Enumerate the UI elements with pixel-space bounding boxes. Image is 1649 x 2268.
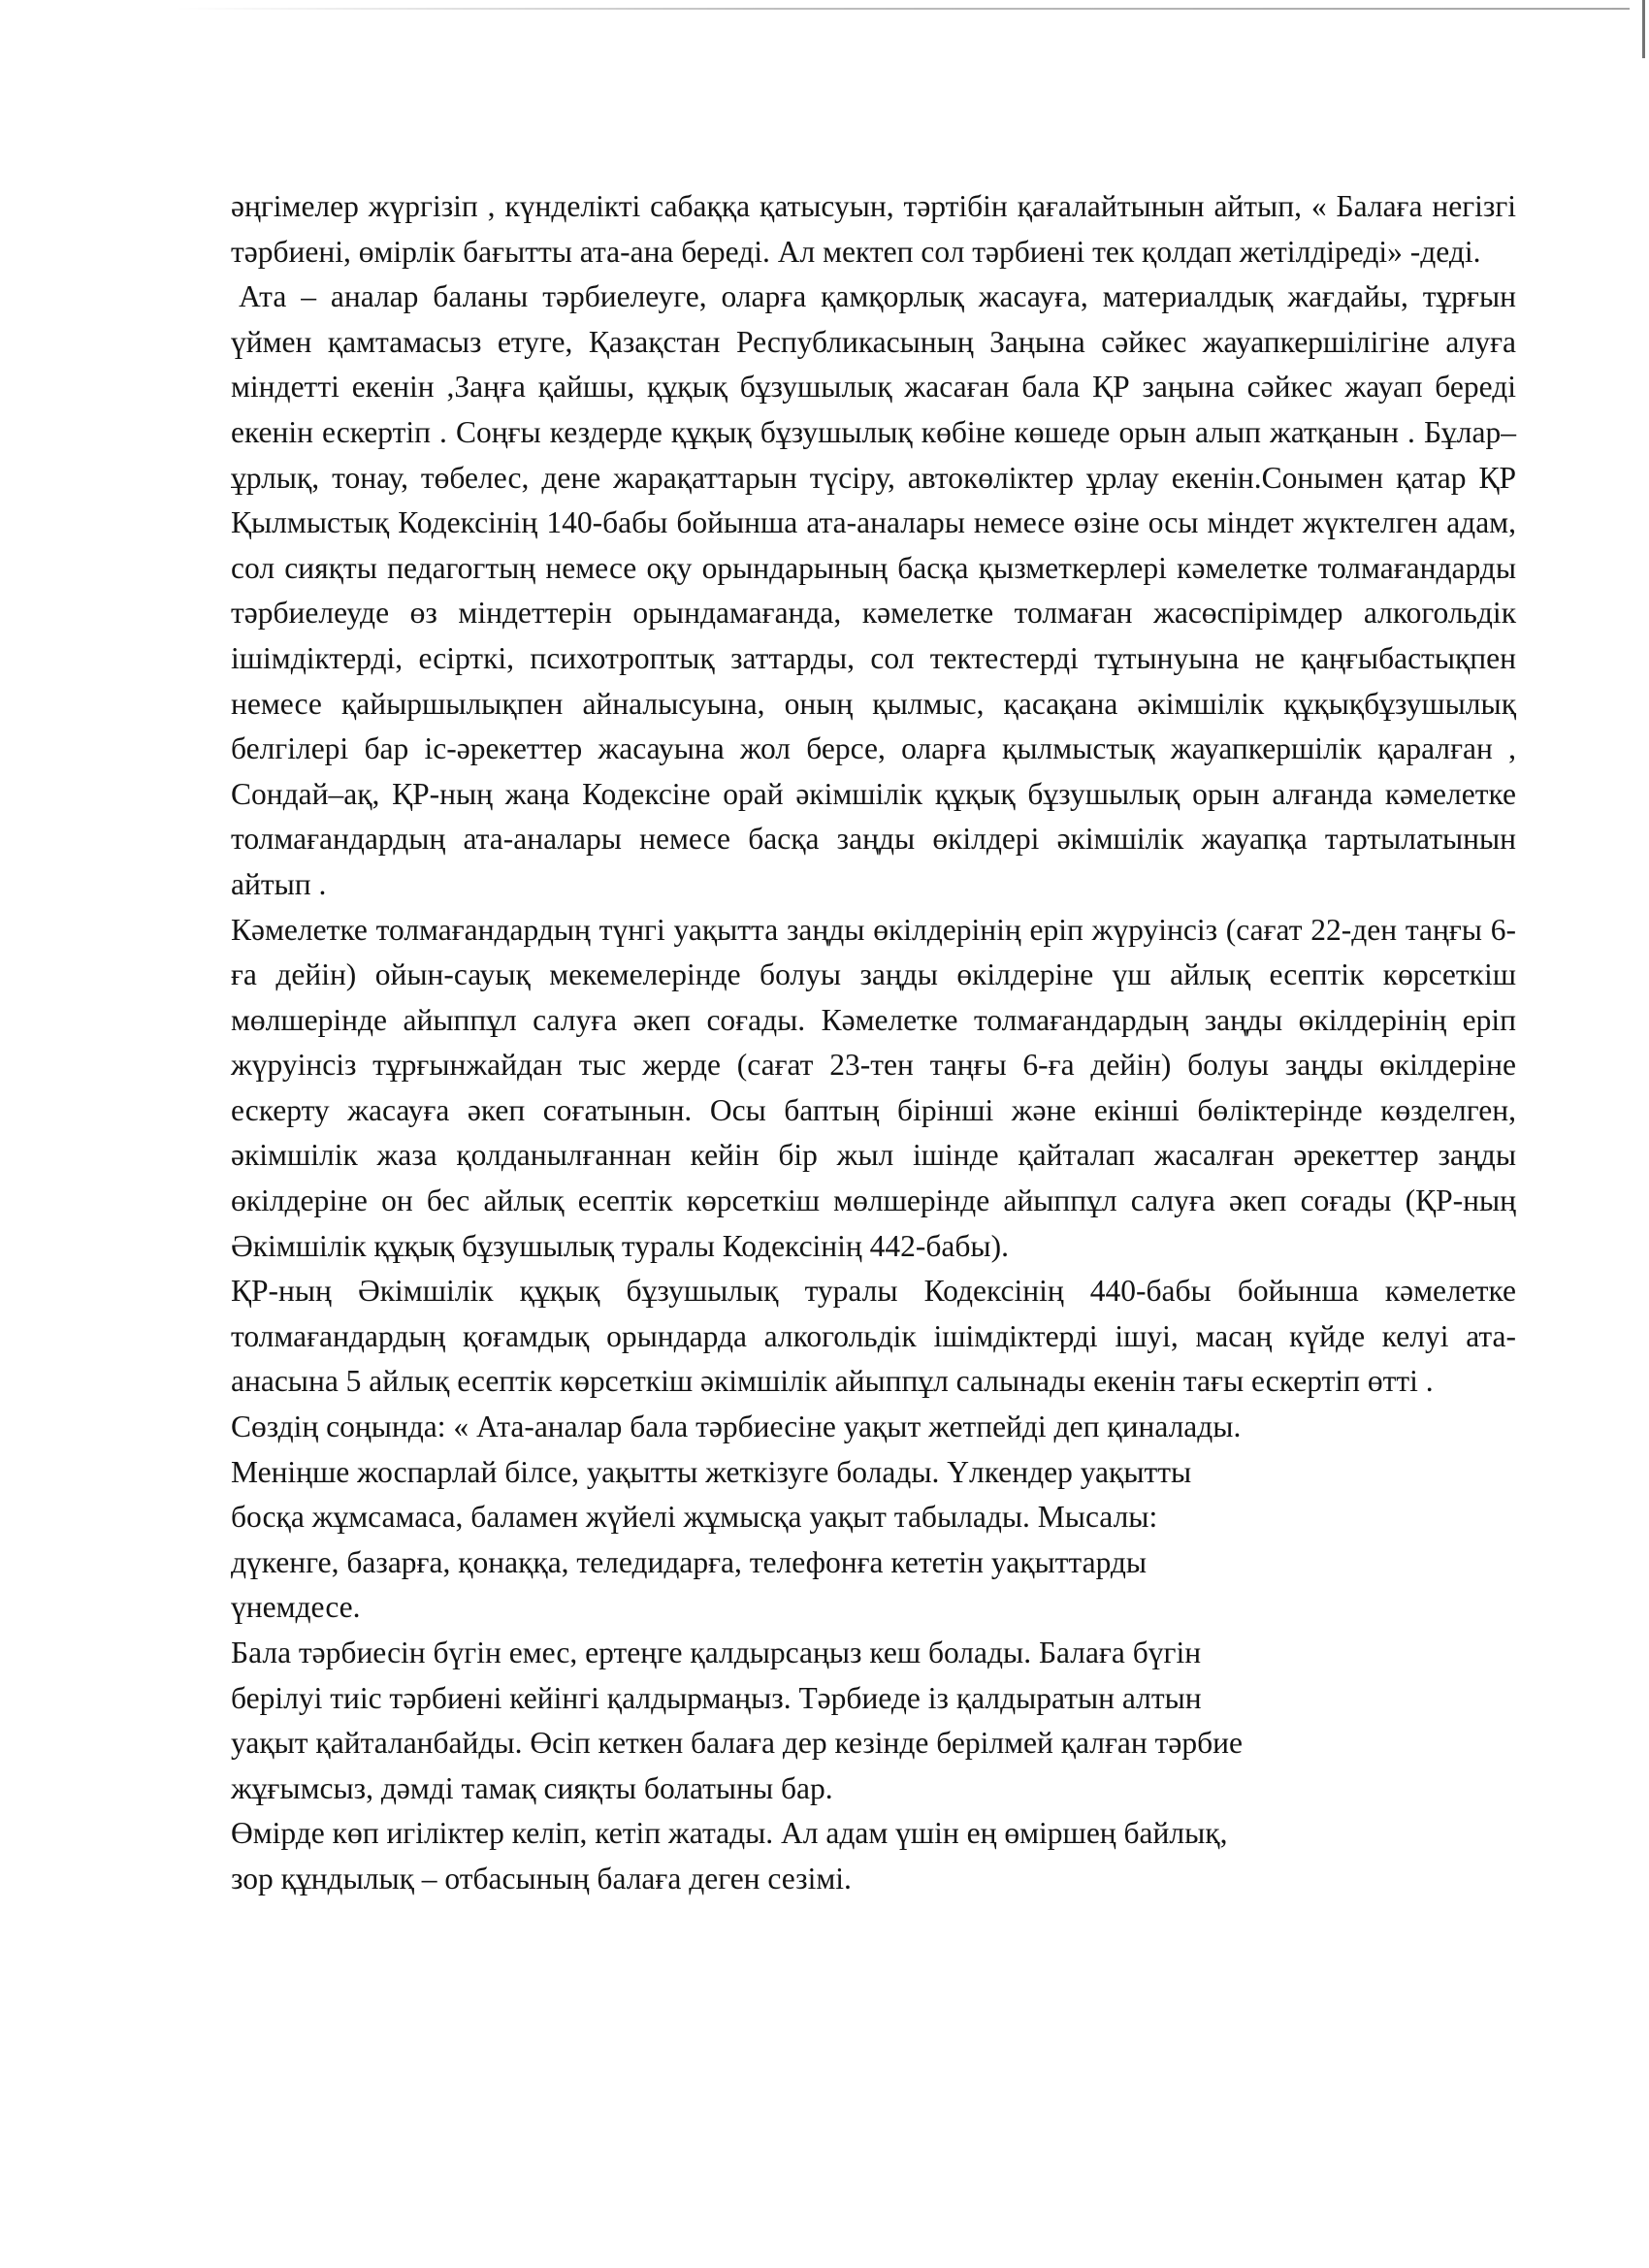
closing-paragraph-1 — [231, 1405, 1516, 1631]
text-line: уақыт қайталанбайды. Өсіп кеткен балаға дер кезінде берілмей қалған тәрбие — [231, 1726, 1244, 1761]
document-page — [231, 184, 1516, 1902]
text-line: босқа жұмсамаса, баламен жүйелі жұмысқа уақыт табылады. Мысалы: — [231, 1500, 1158, 1535]
paragraph-1: әңгімелер жүргізіп , күнделікті сабаққа қатысуын, тәртібін қағалайтынын айтып, « Балаға негізгі тәрбиені, өмірлік бағытты ата-ана береді. Ал мектеп сол тәрбиені тек қолдап жетілдіреді» -деді. — [231, 189, 1516, 269]
paragraph-2: Ата – аналар баланы тәрбиелеуге, оларға қамқорлық жасауға, материалдық жағдайы, тұрғын үймен қамтамасыз етуге, Қазақстан Республикасының Заңына сәйкес жауапкершілігіне алуға міндетті екенін ,Заңға қайшы, құқық бұзушылық жасаған бала ҚР заңына сәйкес жауап береді екенін ескертіп . Соңғы кездерде құқық бұзушылық көбіне көшеде орын алып жатқанын . Бұлар– ұрлық, тонау, төбелес, дене жарақаттарын түсіру, автокөліктер ұрлау екенін.Сонымен қатар ҚР Қылмыстық Кодексінің 140-бабы бойынша ата-аналары немесе өзіне осы міндет жүктелген адам, сол сияқты педагогтың немесе оқу орындарының басқа қызметкерлері кәмелетке толмағандарды тәрбиелеуде өз міндеттерін орындамағанда, кәмелетке толмаған жасөспірімдер алкогольдік ішімдіктерді, есірткі, психотроптық заттарды, сол тектестерді тұтынуына не қаңғыбастықпен немесе қайыршылықпен айналысуына, оның қылмыс, қасақана әкімшілік құқықбұзушылық белгілері бар іс-әрекеттер жасауына жол берсе, оларға қылмыстық жауапкершілік қаралған , Сондай–ақ, ҚР-ның жаңа Кодексіне орай әкімшілік құқық бұзушылық орын алғанда кәмелетке толмағандардың ата-аналары немесе басқа заңды өкілдері әкімшілік жауапқа тартылатынын айтып . — [231, 279, 1516, 901]
text-line: жұғымсыз, дәмді тамақ сияқты болатыны бар. — [231, 1770, 833, 1805]
text-line: берілуі тиіс тәрбиені кейінгі қалдырмаңыз. Тәрбиеде із қалдыратын алтын — [231, 1680, 1202, 1715]
paragraph-4: ҚР-ның Әкімшілік құқық бұзушылық туралы Кодексінің 440-бабы бойынша кәмелетке толмағандардың қоғамдық орындарда алкогольдік ішімдіктерді ішуі, масаң күйде келуі ата-анасына 5 айлық есептік көрсеткіш әкімшілік айыппұл салынады екенін тағы ескертіп өтті . — [231, 1274, 1516, 1399]
text-line: Сөздің соңында: « Ата-аналар бала тәрбиесіне уақыт жетпейді деп қиналады. — [231, 1409, 1242, 1444]
text-line: үнемдесе. — [231, 1590, 361, 1625]
text-line: Меніңше жоспарлай білсе, уақытты жеткізуге болады. Үлкендер уақытты — [231, 1454, 1192, 1489]
paragraph-3: Кәмелетке толмағандардың түнгі уақытта заңды өкілдерінің еріп жүруінсіз (сағат 22-ден таңғы 6-ға дейін) ойын-сауық мекемелерінде болуы заңды өкілдеріне үш айлық есептік көрсеткіш мөлшерінде айыппұл салуға әкеп соғады. Кәмелетке толмағандардың заңды өкілдерінің еріп жүруінсіз тұрғынжайдан тыс жерде (сағат 23-тен таңғы 6-ға дейін) болуы заңды өкілдеріне ескерту жасауға әкеп соғатынын. Осы баптың бірінші және екінші бөліктерінде көзделген, әкімшілік жаза қолданылғаннан кейін бір жыл ішінде қайталап жасалған әрекеттер заңды өкілдеріне он бес айлық есептік көрсеткіш мөлшерінде айыппұл салуға әкеп соғады (ҚР-ның Әкімшілік құқық бұзушылық туралы Кодексінің 442-бабы). — [231, 912, 1516, 1263]
text-line: зор құндылық – отбасының балаға деген сезімі. — [231, 1861, 852, 1895]
text-line: Өмірде көп игіліктер келіп, кетіп жатады. Ал адам үшін ең өміршең байлық, — [231, 1816, 1228, 1851]
closing-paragraph-2 — [231, 1631, 1516, 1811]
scan-edge-right — [1642, 0, 1645, 58]
closing-paragraph-3 — [231, 1811, 1516, 1901]
scan-edge-top — [175, 8, 1630, 10]
text-line: дүкенге, базарға, қонаққа, теледидарға, телефонға кететін уақыттарды — [231, 1544, 1148, 1579]
text-line: Бала тәрбиесін бүгін емес, ертеңге қалдырсаңыз кеш болады. Балаға бүгін — [231, 1636, 1202, 1669]
